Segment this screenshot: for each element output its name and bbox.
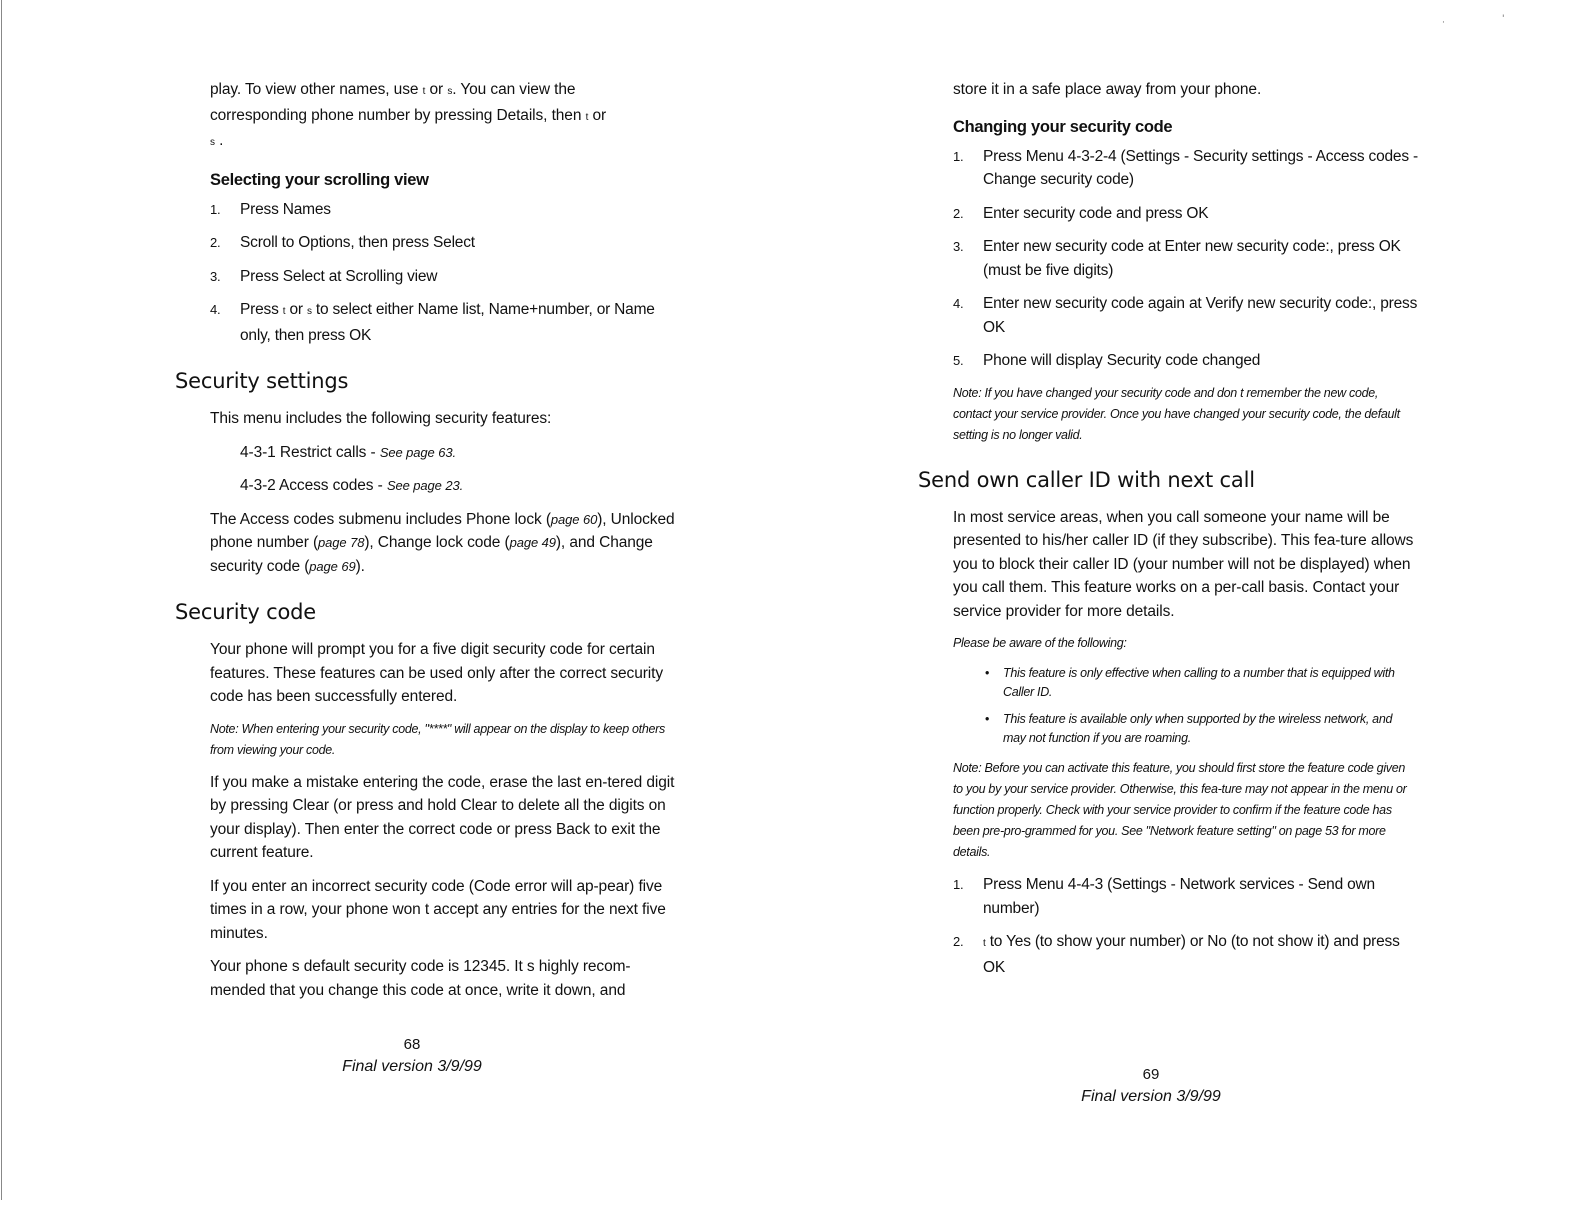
text: to Yes (to show your number) or No (to not show it) and press OK bbox=[983, 933, 1400, 976]
scan-mark: ' bbox=[1502, 14, 1505, 24]
caller-id-steps bbox=[953, 873, 1418, 979]
text: . bbox=[219, 132, 224, 149]
up-arrow-glyph: s bbox=[447, 86, 453, 97]
caller-id-note: Note: Before you can activate this feature, you should first store the feature code given to you by your service provider. Otherwise, this fea-ture may not appear in the menu or function properly. Check with your service provider to confirm if the feature code has been pre-pro-grammed for you. See "Network feature setting" on page 53 for more details. bbox=[953, 761, 1407, 859]
text: Press bbox=[240, 301, 279, 318]
list-item: 4. Press t or s to select either Name list, Name+number, or Name only, then press OK bbox=[210, 301, 655, 344]
version-label: Final version 3/9/99 bbox=[342, 1058, 482, 1075]
page-number: 68 bbox=[403, 1036, 421, 1053]
text: ). bbox=[355, 557, 365, 575]
page-reference: page 49 bbox=[509, 535, 556, 550]
list-item: 3. Press Select at Scrolling view bbox=[210, 267, 438, 285]
security-code-paragraph: If you enter an incorrect security code (Code error will ap-pear) five times in a row, your phone won t accept any entries for the next five minutes. bbox=[210, 877, 666, 942]
continued-paragraph bbox=[175, 78, 675, 155]
version-label: Final version 3/9/99 bbox=[1081, 1088, 1221, 1105]
down-arrow-glyph: t bbox=[585, 111, 589, 123]
text: or bbox=[592, 106, 607, 124]
page-edge-line bbox=[1, 0, 2, 1200]
text: corresponding phone number by pressing Details, then bbox=[210, 106, 582, 124]
left-page-footer bbox=[262, 1034, 562, 1078]
text: Press Menu 4-4-3 (Settings - Network services - Send own number) bbox=[983, 876, 1375, 917]
security-code-paragraph: Your phone will prompt you for a five digit security code for certain features. These features can be used only after the correct security code has been successfully entered. bbox=[210, 641, 663, 705]
access-codes-paragraph bbox=[175, 508, 675, 579]
caller-id-paragraph: In most service areas, when you call someone your name will be presented to his/her caller ID (if they subscribe). This fea-ture allows you to block their caller ID (your number will not be displayed) when you call them. This feature works on a per-call basis. Contact your service provider for more details. bbox=[953, 508, 1414, 620]
caller-id-bullets bbox=[983, 664, 1418, 748]
up-arrow-glyph: s bbox=[306, 306, 312, 317]
list-item: 1. Press Menu 4-4-3 (Settings - Network services - Send own number) bbox=[953, 876, 1375, 917]
scan-mark: · bbox=[1442, 18, 1445, 28]
scrolling-view-steps bbox=[210, 198, 675, 348]
change-security-code-steps bbox=[953, 145, 1418, 373]
list-item: 2. Scroll to Options, then press Select bbox=[210, 234, 475, 251]
text: ), Unlocked phone number ( bbox=[210, 510, 675, 551]
text: or bbox=[289, 301, 303, 318]
change-security-code-note: Note: If you have changed your security code and don t remember the new code, contact your service provider. Once you have changed your security code, the default setting is no longer valid. bbox=[953, 385, 1400, 442]
text: ), Change lock code ( bbox=[364, 534, 510, 551]
down-arrow-glyph: t bbox=[422, 86, 426, 97]
right-page-footer bbox=[1001, 1064, 1301, 1108]
list-item: 1. Press Names bbox=[210, 200, 331, 218]
text: Phone will display Security code changed bbox=[983, 352, 1261, 369]
down-arrow-glyph: t bbox=[282, 306, 286, 317]
security-code-heading: Security code bbox=[175, 600, 316, 624]
page-reference: See page 63. bbox=[379, 444, 456, 460]
feature-access-codes bbox=[175, 474, 675, 498]
text: Scroll to Options, then press Select bbox=[240, 234, 475, 251]
continued-paragraph: store it in a safe place away from your phone. bbox=[953, 81, 1262, 98]
text: . You can view the bbox=[452, 81, 576, 98]
right-page bbox=[918, 78, 1418, 989]
change-security-code-heading: Changing your security code bbox=[953, 117, 1173, 136]
text: Enter security code and press OK bbox=[983, 204, 1209, 222]
text: ), and Change security code ( bbox=[210, 534, 653, 575]
scrolling-view-heading: Selecting your scrolling view bbox=[210, 170, 429, 189]
text: 4-3-1 Restrict calls - bbox=[240, 443, 376, 461]
security-settings-heading: Security settings bbox=[175, 369, 349, 393]
list-item: 2. t to Yes (to show your number) or No (to not show it) and press OK bbox=[953, 933, 1400, 976]
text: Press Menu 4-3-2-4 (Settings - Security settings - Access codes - Change security code) bbox=[983, 147, 1418, 188]
text: Enter new security code again at Verify new security code:, press OK bbox=[983, 295, 1418, 336]
list-item: • This feature is only effective when calling to a number that is equipped with Caller ID. bbox=[983, 664, 1418, 702]
security-code-note: Note: When entering your security code, "****" will appear on the display to keep others from viewing your code. bbox=[210, 721, 665, 757]
page-reference: page 69 bbox=[309, 558, 356, 574]
list-item: 2. Enter security code and press OK bbox=[953, 204, 1209, 222]
page-reference: See page 23. bbox=[386, 478, 464, 493]
text: play. To view other names, use bbox=[210, 81, 419, 98]
up-arrow-glyph: s bbox=[210, 137, 215, 148]
text: Enter new security code at Enter new security code:, press OK (must be five digits) bbox=[983, 238, 1401, 279]
down-arrow-glyph: t bbox=[983, 938, 986, 949]
list-item: 3. Enter new security code at Enter new security code:, press OK (must be five digits) bbox=[953, 238, 1401, 279]
list-item: 5. Phone will display Security code changed bbox=[953, 352, 1261, 369]
text: to select either Name list, Name+number, or Name only, then press OK bbox=[240, 301, 655, 344]
page-reference: page 78 bbox=[318, 535, 365, 550]
caller-id-aware: Please be aware of the following: bbox=[953, 636, 1127, 650]
text: Press Select at Scrolling view bbox=[240, 267, 438, 285]
caller-id-heading: Send own caller ID with next call bbox=[918, 467, 1255, 492]
security-settings-intro: This menu includes the following security features: bbox=[210, 410, 552, 427]
page-reference: page 60 bbox=[550, 511, 598, 527]
list-item: 1. Press Menu 4-3-2-4 (Settings - Security settings - Access codes - Change security code) bbox=[953, 147, 1418, 188]
security-code-paragraph: If you make a mistake entering the code, erase the last en-tered digit by pressing Clear (or press and hold Clear to delete all the digits on your display). Then enter the correct code or press Back to exit the current feature. bbox=[210, 773, 675, 861]
list-item: • This feature is available only when supported by the wireless network, and may not function if you are roaming. bbox=[983, 710, 1418, 748]
page-number: 69 bbox=[1142, 1066, 1160, 1083]
list-item: 4. Enter new security code again at Verify new security code:, press OK bbox=[953, 295, 1418, 336]
feature-restrict-calls bbox=[175, 441, 675, 465]
text: or bbox=[429, 81, 444, 98]
security-code-paragraph: Your phone s default security code is 12345. It s highly recom-mended that you change this code at once, write it down, and bbox=[210, 958, 631, 999]
text: 4-3-2 Access codes - bbox=[240, 477, 383, 494]
text: Press Names bbox=[240, 200, 331, 218]
text: The Access codes submenu includes Phone lock ( bbox=[210, 510, 551, 528]
left-page bbox=[175, 78, 675, 1012]
